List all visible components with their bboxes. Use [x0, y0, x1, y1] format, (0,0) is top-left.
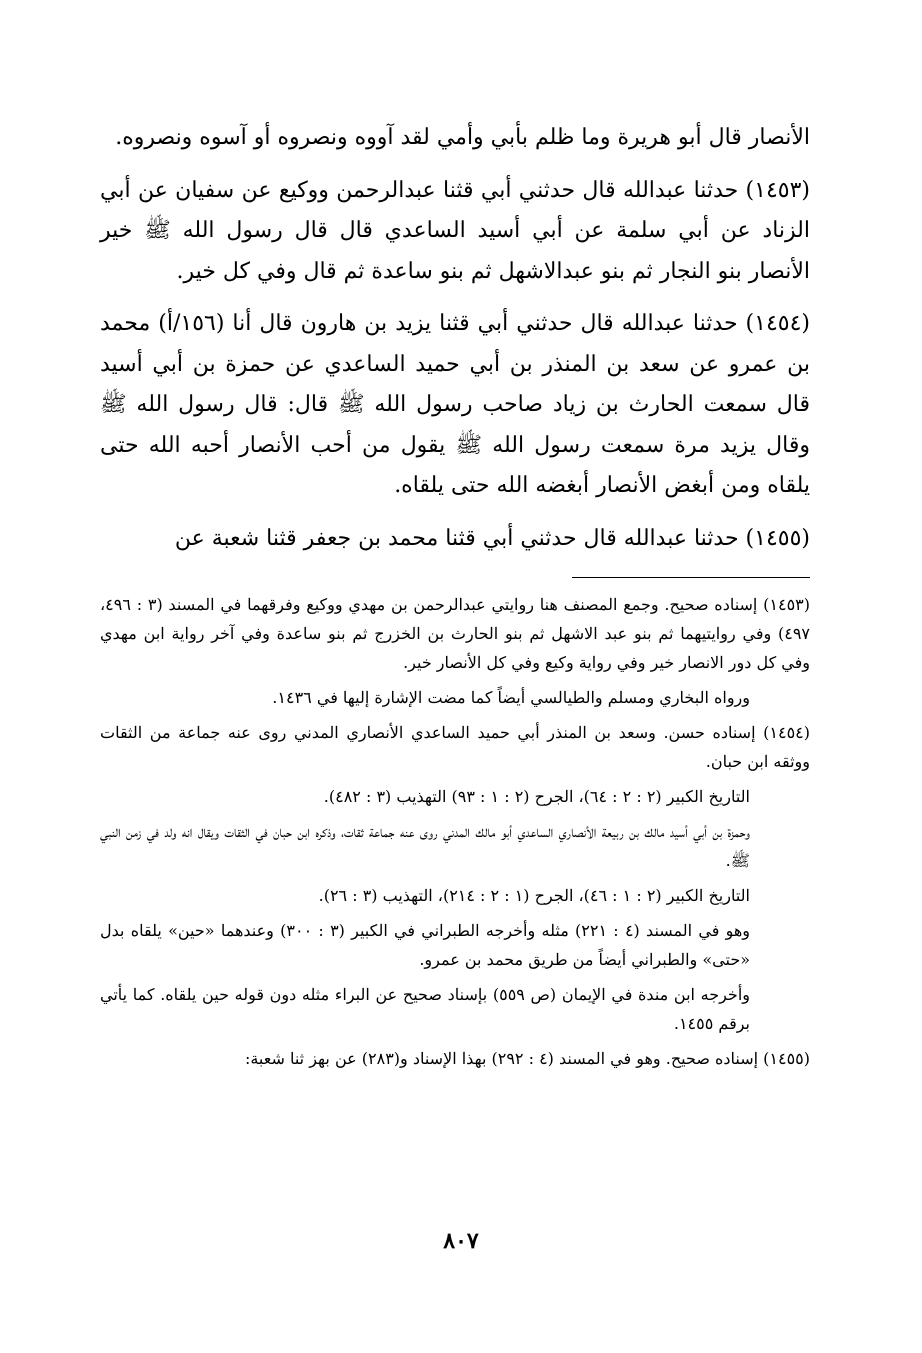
footnote-separator: [572, 577, 810, 578]
footnotes: [100, 590, 810, 1073]
footnote-1453-continued: ورواه البخاري ومسلم والطيالسي أيضاً كما مضت الإشارة إليها في ١٤٣٦.: [272, 688, 750, 707]
footnote-1454-ref-2: التاريخ الكبير (٢ : ١ : ٤٦)، الجرح (١ : ٢ : ٢١٤)، التهذيب (٣ : ٢٦).: [318, 886, 750, 905]
page-number: ٨٠٧: [443, 1228, 479, 1254]
footnote-1454-ibn-manda: وأخرجه ابن مندة في الإيمان (ص ٥٥٩) بإسناد صحيح عن البراء مثله دون قوله حين يلقاه. كما يأتي برقم ١٤٥٥.: [100, 985, 750, 1033]
main-paragraph-continuation: الأنصار قال أبو هريرة وما ظلم بأبي وأمي لقد آووه ونصروه أو آسوه ونصروه.: [115, 125, 810, 150]
footnote-1455: (١٤٥٥) إسناده صحيح. وهو في المسند (٤ : ٢٩٢) بهذا الإسناد و(٢٨٣) عن بهز ثنا شعبة:: [244, 1049, 810, 1068]
footnote-1454-hamza: وحمزة بن أبي أسيد مالك بن ربيعة الأنصاري الساعدي أبو مالك المدني روى عنه جماعة ثقات، وذكره ابن حبان في الثقات ويقال انه ولد في زمن النبي ﷺ.: [100, 822, 751, 870]
hadith-1453: (١٤٥٣) حدثنا عبدالله قال حدثني أبي قثنا عبدالرحمن ووكيع عن سفيان عن أبي الزناد عن أبي سلمة عن أبي أسيد الساعدي قال قال رسول الله ﷺ خير الأنصار بنو النجار ثم بنو عبدالاشهل ثم بنو ساعدة ثم قال وفي كل خير.: [100, 177, 810, 284]
book-page: [100, 118, 810, 1318]
hadith-1455: (١٤٥٥) حدثنا عبدالله قال حدثني أبي قثنا محمد بن جعفر قثنا شعبة عن: [174, 525, 810, 551]
footnote-1454: (١٤٥٤) إسناده حسن. وسعد بن المنذر أبي حميد الساعدي الأنصاري المدني روى عنه جماعة من الثقات ووثقه ابن حبان.: [100, 723, 810, 771]
hadith-1454: (١٤٥٤) حدثنا عبدالله قال حدثني أبي قثنا يزيد بن هارون قال أنا (١٥٦/أ) محمد بن عمرو عن سعد بن المنذر بن أبي حميد الساعدي عن حمزة بن أبي أسيد قال سمعت الحارث بن زياد صاحب رسول الله ﷺ قال: قال رسول الله ﷺ وقال يزيد مرة سمعت رسول الله ﷺ يقول من أحب الأنصار أحبه الله حتى يلقاه ومن أبغض الأنصار أبغضه الله حتى يلقاه.: [100, 311, 810, 498]
footnote-1454-musnad: وهو في المسند (٤ : ٢٢١) مثله وأخرجه الطبراني في الكبير (٣ : ٣٠٠) وعندهما «حين» يلقاه بدل «حتى» والطبراني أيضاً من طريق محمد بن عمرو.: [100, 921, 751, 969]
footnote-1454-ref-1: التاريخ الكبير (٢ : ٢ : ٦٤)، الجرح (٢ : ١ : ٩٣) التهذيب (٣ : ٤٨٢).: [323, 787, 750, 806]
main-text: [100, 118, 810, 559]
footnote-1453: (١٤٥٣) إسناده صحيح. وجمع المصنف هنا روايتي عبدالرحمن بن مهدي ووكيع وفرقهما في المسند (٣ : ٤٩٦، ٤٩٧) وفي روايتيهما ثم بنو عبد الاشهل ثم بنو الحارث بن الخزرج ثم بنو ساعدة وفي آخر رواية ابن مهدي وفي كل دور الانصار خير وفي رواية وكيع وفي كل الأنصار خير.: [100, 595, 811, 672]
